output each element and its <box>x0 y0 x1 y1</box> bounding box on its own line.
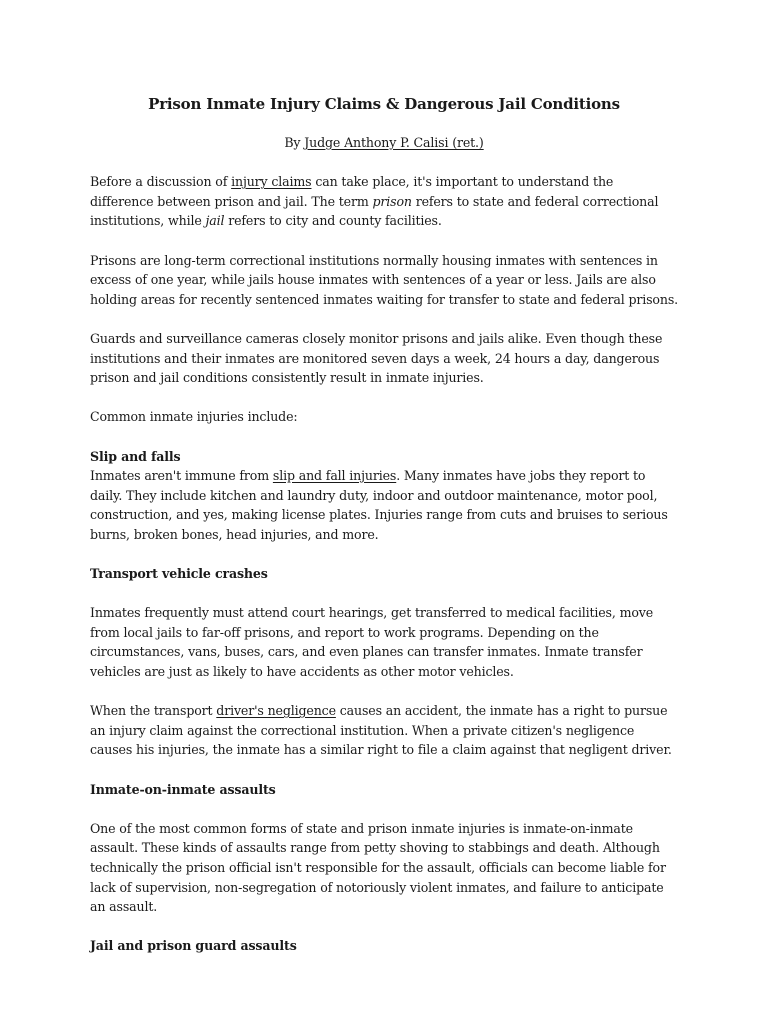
term-prison: prison <box>372 193 412 209</box>
text-run: causes an accident, the inmate has a right to pursue an injury claim against the correctional institution. When a private citizen's negligence causes his injuries, the inmate has a similar right to file a claim against that negligent driver. <box>90 703 672 758</box>
injuries-intro: Common inmate injuries include: <box>90 409 298 425</box>
author-link[interactable]: Judge Anthony P. Calisi (ret.) <box>304 135 484 150</box>
byline <box>90 133 678 153</box>
slip-and-fall-link[interactable]: slip and fall injuries <box>272 468 397 484</box>
text-run: refers to city and county facilities. <box>224 213 442 229</box>
heading-inmate-assaults: Inmate-on-inmate assaults <box>90 781 276 797</box>
term-jail: jail <box>205 213 225 229</box>
prisons-paragraph: Prisons are long-term correctional institutions normally housing inmates with sentences in excess of one year, while jails house inmates with sentences of a year or less. Jails are also holding areas for recently sentenced inmates waiting for transfer to state and federal prisons. <box>90 252 678 307</box>
assault-paragraph: One of the most common forms of state and prison inmate injuries is inmate-on-inmate assault. These kinds of assaults range from petty shoving to stabbings and death. Although technically the prison official isn't responsible for the assault, officials can become liable for lack of supervision, non-segregation of notoriously violent inmates, and failure to anticipate an assault. <box>90 820 666 915</box>
transport-paragraph-1: Inmates frequently must attend court hearings, get transferred to medical facilities, move from local jails to far-off prisons, and report to work programs. Depending on the circumstances, vans, buses, cars, and even planes can transfer inmates. Inmate transfer vehicles are just as likely to have accidents as other motor vehicles. <box>90 605 654 680</box>
text-run: Before a discussion of <box>90 174 232 190</box>
text-run: can take place, it's important to understand the difference between prison and jail. The term <box>90 174 614 209</box>
surveillance-paragraph: Guards and surveillance cameras closely monitor prisons and jails alike. Even though these institutions and their inmates are monitored seven days a week, 24 hours a day, dangerous prison and jail conditions consistently result in inmate injuries. <box>90 330 663 386</box>
intro-paragraph <box>90 172 678 231</box>
transport-paragraph-2 <box>90 701 678 760</box>
text-run: . Many inmates have jobs they report to daily. They include kitchen and laundry duty, indoor and outdoor maintenance, motor pool, construction, and yes, making license plates. Injuries range from cuts and bruises to serious burns, broken bones, head injuries, and more. <box>90 468 668 542</box>
heading-transport-crashes: Transport vehicle crashes <box>90 566 268 582</box>
slip-paragraph <box>90 466 678 544</box>
text-run: When the transport <box>90 703 217 719</box>
drivers-negligence-link[interactable]: driver's negligence <box>216 703 336 719</box>
text-run: Inmates aren't immune from <box>90 468 273 484</box>
heading-slip-and-falls: Slip and falls <box>90 448 181 464</box>
text-run: refers to state and federal correctional institutions, while <box>90 193 659 229</box>
document-title: Prison Inmate Injury Claims & Dangerous Jail Conditions <box>148 95 620 113</box>
heading-guard-assaults: Jail and prison guard assaults <box>90 938 297 954</box>
byline-prefix: By <box>284 135 305 150</box>
injury-claims-link[interactable]: injury claims <box>231 174 312 190</box>
